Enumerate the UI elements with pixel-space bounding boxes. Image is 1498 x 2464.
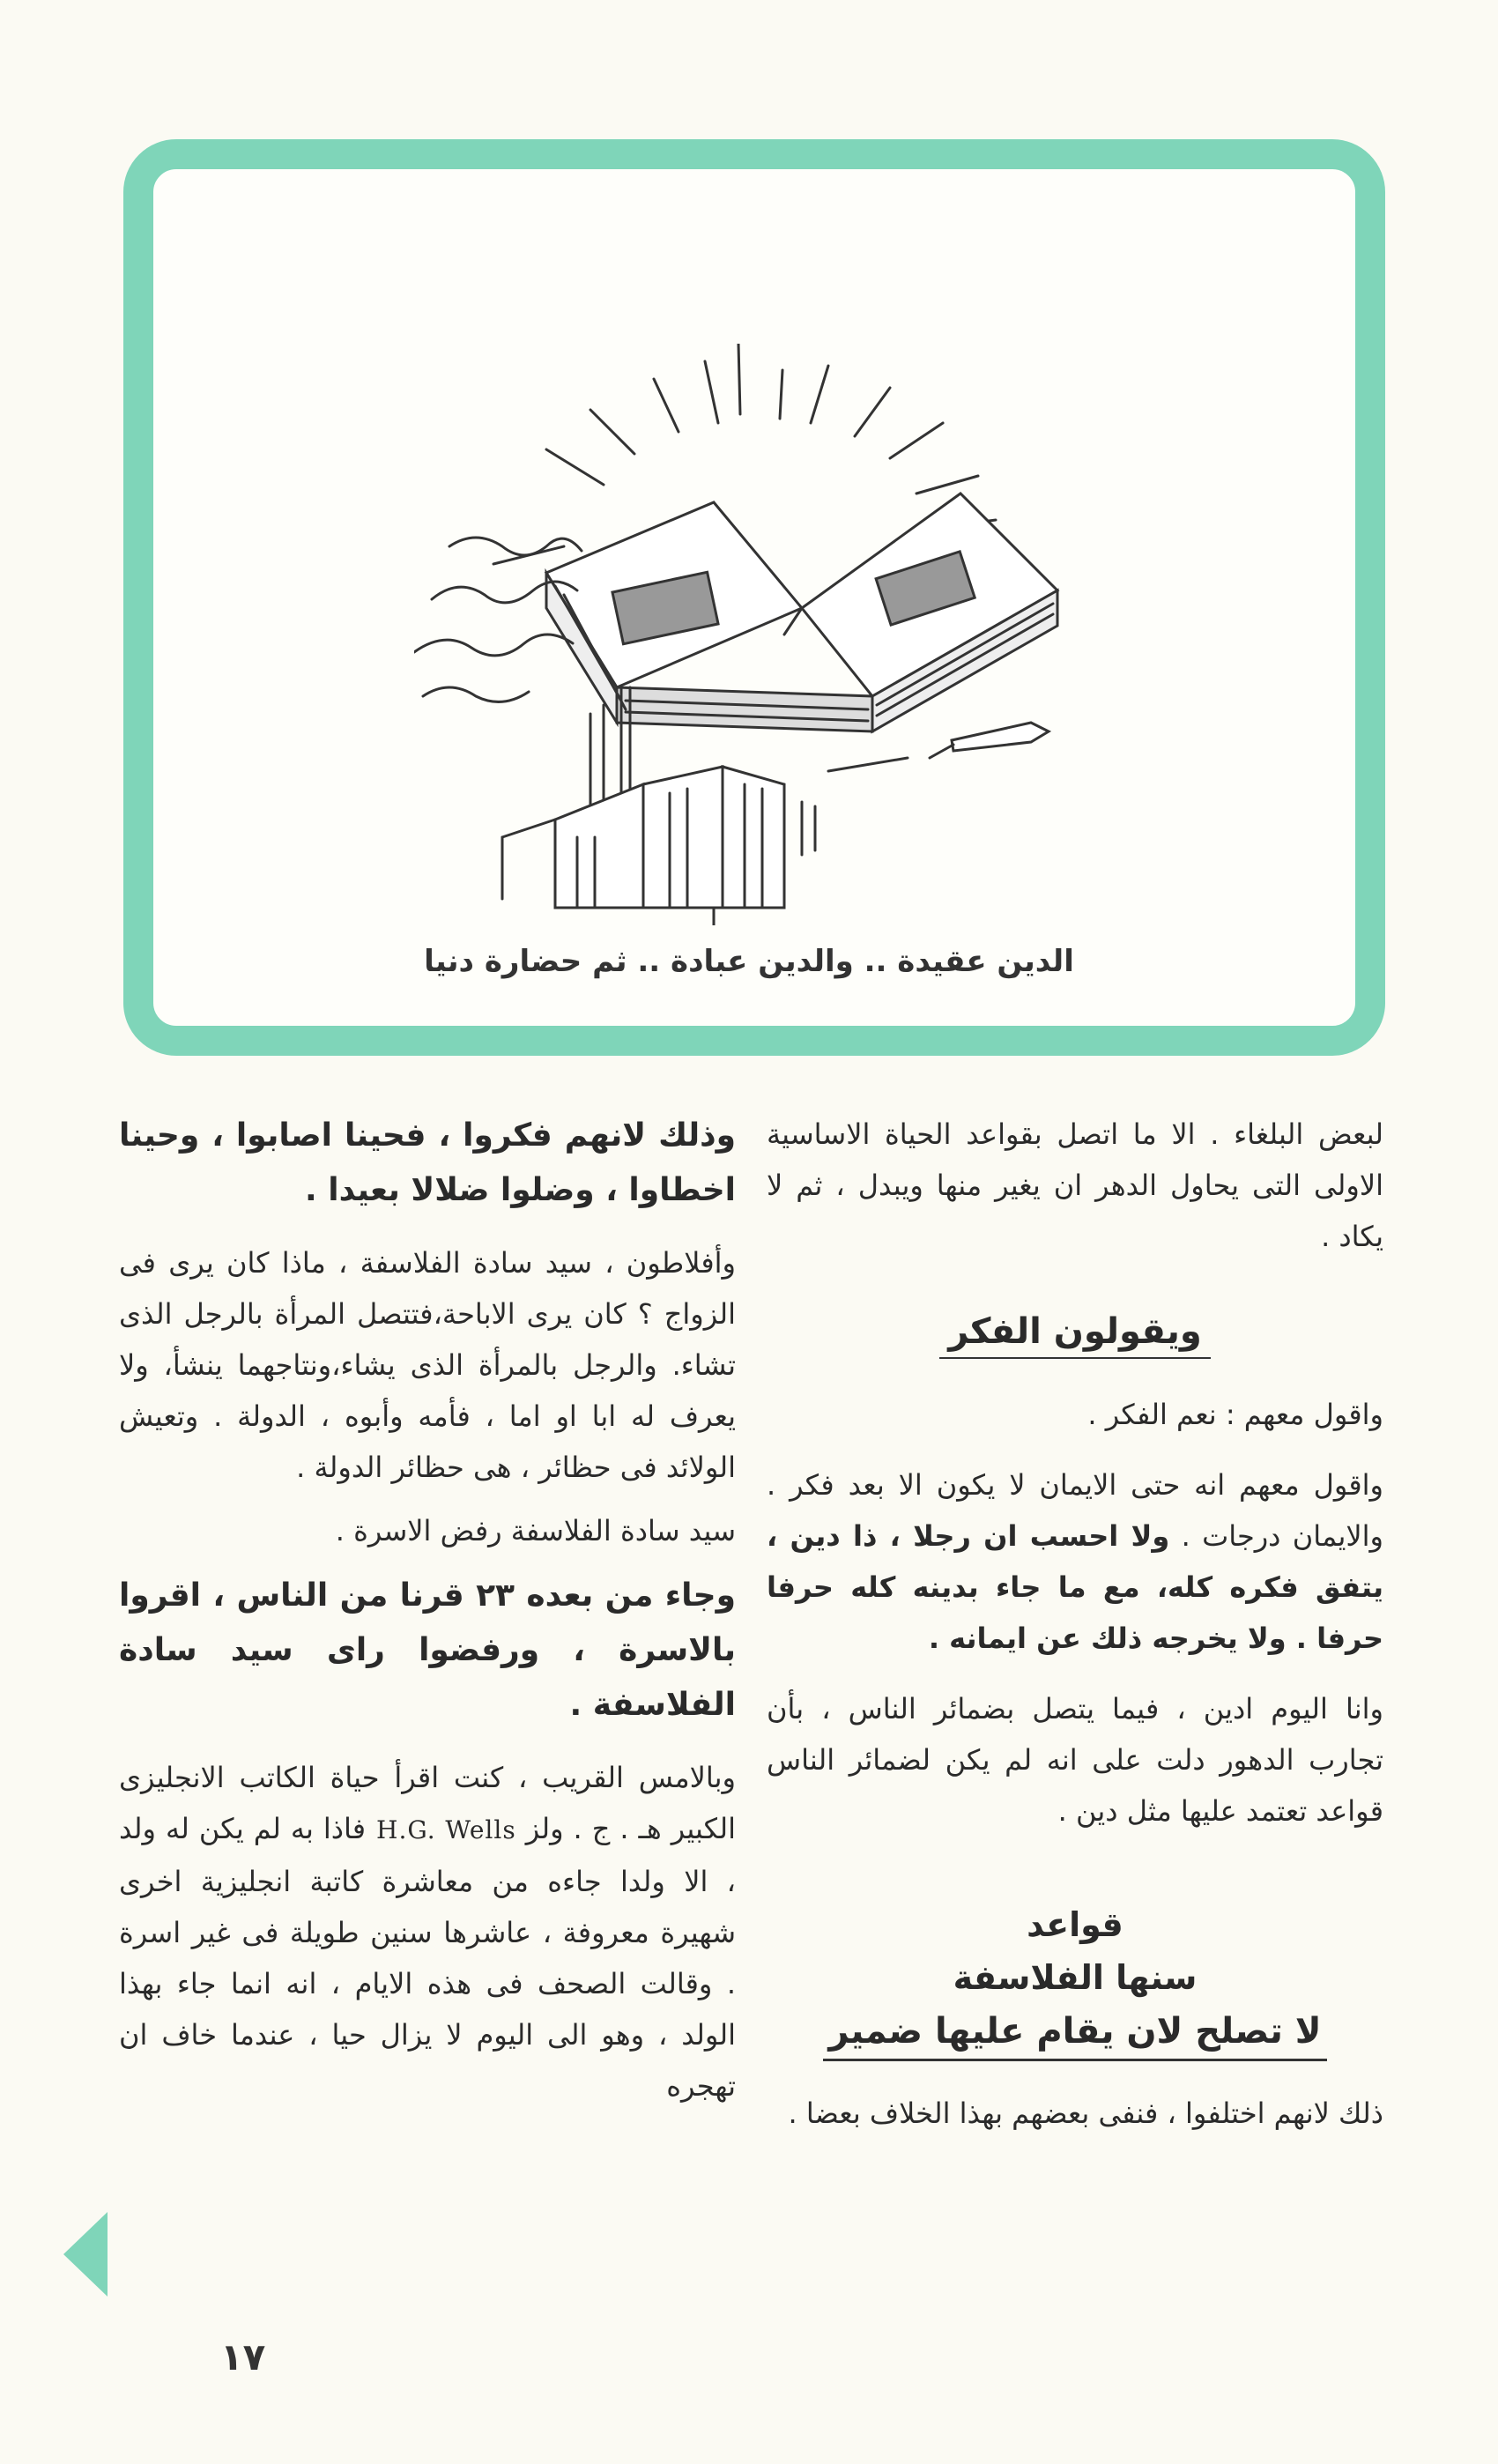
right-column bbox=[767, 1109, 1383, 2158]
left-paragraph-5-part-b: فاذا به لم يكن له ولد ، الا ولدا جاءه من معاشرة كاتبة انجليزية اخرى شهيرة معروفة ، عاشرها سنين طويلة فى غير اسرة . وقالت الصحف فى هذه الايام ، انه انما جاء بهذا الولد ، وهو الى اليوم لا يزال حيا ، عندما خاف ان تهجره bbox=[119, 1812, 736, 2103]
left-paragraph-1: وذلك لانهم فكروا ، فحينا اصابوا ، وحينا اخطاوا ، وضلوا ضلالا بعيدا . bbox=[119, 1117, 736, 1208]
left-column bbox=[119, 1109, 736, 2131]
left-paragraph-4: وجاء من بعده ٢٣ قرنا من الناس ، اقروا بالاسرة ، ورفضوا راى سيد سادة الفلاسفة . bbox=[119, 1577, 736, 1723]
right-intro-paragraph: لبعض البلغاء . الا ما اتصل بقواعد الحياة الاساسية الاولى التى يحاول الدهر ان يغير منها ويبدل ، ثم لا يكاد . bbox=[767, 1117, 1383, 1253]
illustration-caption: الدين عقيدة .. والدين عبادة .. ثم حضارة دنيا bbox=[424, 944, 1074, 979]
section-heading-rules bbox=[767, 1898, 1383, 2061]
page-edge-tab bbox=[63, 2212, 108, 2297]
right-paragraph-4: ذلك لانهم اختلفوا ، فنفى بعضهم بهذا الخلاف بعضا . bbox=[788, 2097, 1383, 2130]
right-paragraph-2-bold: ولا احسب ان رجلا ، ذا دين ، يتفق فكره كله، مع ما جاء بدينه كله حرفا حرفا . ولا يخرجه ذلك عن ايمانه . bbox=[767, 1519, 1383, 1655]
page-number: ١٧ bbox=[220, 2335, 266, 2379]
section-heading-rules-line-3: لا تصلح لان يقام عليها ضمير bbox=[823, 2004, 1326, 2061]
left-paragraph-2: وأفلاطون ، سيد سادة الفلاسفة ، ماذا كان يرى فى الزواج ؟ كان يرى الاباحة،فتتصل المرأة بالرجل الذى تشاء. والرجل بالمرأة الذى يشاء،ونتاجهما ينشأ، ولا يعرف له ابا او اما ، فأمه وأبوه ، الدولة . وتعيش الولائد فى حظائر ، هى حظائر الدولة . bbox=[119, 1246, 736, 1484]
left-paragraph-3: سيد سادة الفلاسفة رفض الاسرة . bbox=[335, 1514, 736, 1547]
right-paragraph-3: وانا اليوم ادين ، فيما يتصل بضمائر الناس ، بأن تجارب الدهور دلت على انه لم يكن لضمائر الناس قواعد تعتمد عليها مثل دين . bbox=[767, 1692, 1383, 1828]
right-paragraph-2-regular: واقول معهم انه حتى الايمان لا يكون الا بعد فكر . والايمان درجات . bbox=[767, 1468, 1384, 1553]
left-paragraph-5-part-a: وبالامس القريب ، كنت اقرأ حياة الكاتب الانجليزى الكبير هـ . ج . ولز bbox=[119, 1761, 736, 1845]
section-heading-rules-line-1: قواعد bbox=[1027, 1905, 1124, 1944]
right-paragraph-1: واقول معهم : نعم الفكر . bbox=[1087, 1398, 1383, 1431]
left-paragraph-5 bbox=[119, 1752, 736, 2111]
left-paragraph-5-latin-name: H.G. Wells bbox=[376, 1815, 516, 1844]
section-heading-thought bbox=[767, 1306, 1383, 1357]
section-heading-thought-text: ويقولون الفكر bbox=[939, 1311, 1211, 1359]
right-paragraph-2 bbox=[767, 1459, 1383, 1664]
open-book-with-rays-icon bbox=[414, 344, 1084, 925]
section-heading-rules-line-2: سنها الفلاسفة bbox=[953, 1958, 1198, 1997]
